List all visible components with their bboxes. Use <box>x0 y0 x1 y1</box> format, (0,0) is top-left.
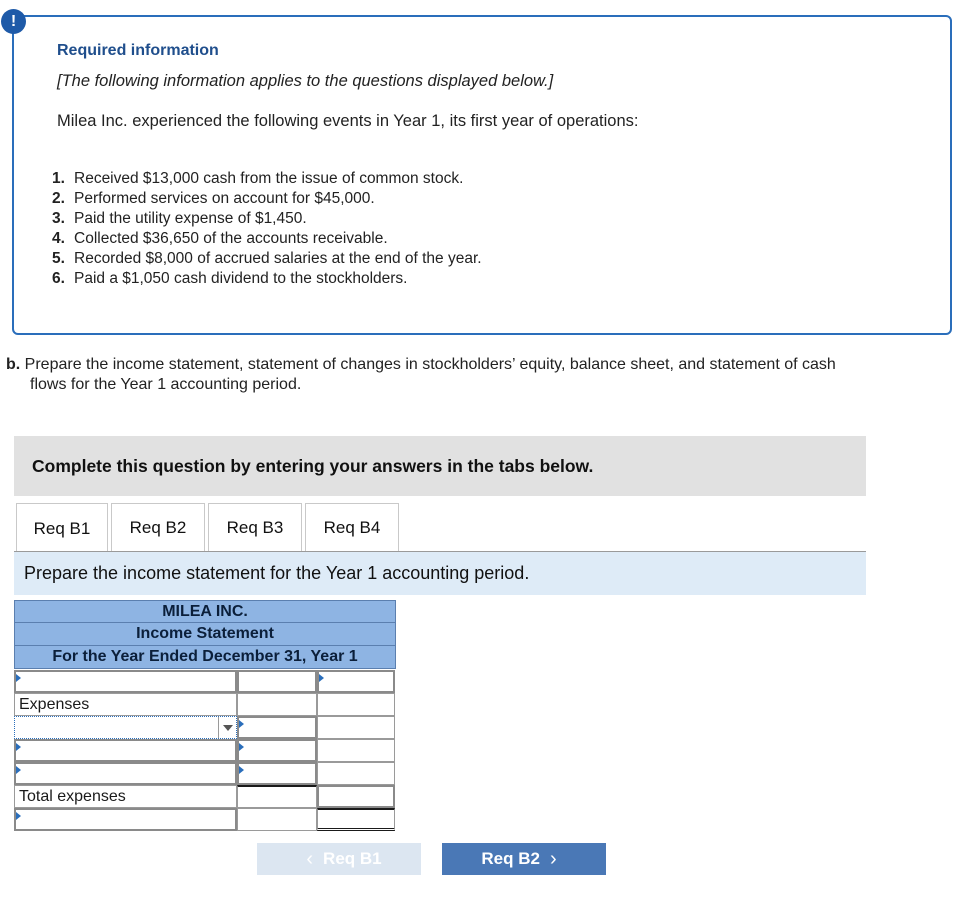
income-statement-header <box>14 600 396 669</box>
statement-name: Income Statement <box>14 623 396 646</box>
total-expenses-input[interactable] <box>317 785 395 808</box>
alert-icon: ! <box>1 9 26 34</box>
total-input[interactable] <box>317 670 395 693</box>
next-button[interactable]: Req B2 › <box>442 843 606 875</box>
empty-cell <box>237 808 317 831</box>
tab-req-b4[interactable]: Req B4 <box>305 503 399 552</box>
events-list <box>52 169 482 289</box>
amount-input[interactable] <box>237 716 317 739</box>
net-total-input[interactable] <box>317 808 395 831</box>
empty-cell <box>317 693 395 716</box>
chevron-right-icon: › <box>549 847 557 870</box>
info-intro: Milea Inc. experienced the following events in Year 1, its first year of operations: <box>57 112 639 130</box>
chevron-down-icon[interactable] <box>218 717 236 738</box>
chevron-left-icon: ‹ <box>306 847 314 870</box>
empty-cell <box>317 716 395 739</box>
info-title: Required information <box>57 42 219 59</box>
expenses-label: Expenses <box>14 693 237 716</box>
list-item: 3. Paid the utility expense of $1,450. <box>52 210 307 227</box>
amount-input[interactable] <box>237 739 317 762</box>
total-expenses-label: Total expenses <box>14 785 237 808</box>
empty-cell <box>317 762 395 785</box>
tab-req-b2[interactable]: Req B2 <box>111 503 205 552</box>
company-name: MILEA INC. <box>14 600 396 623</box>
amount-input[interactable] <box>237 670 317 693</box>
line-item-input[interactable] <box>14 808 237 831</box>
line-item-input[interactable] <box>14 670 237 693</box>
instructions-banner: Complete this question by entering your answers in the tabs below. <box>14 436 866 496</box>
empty-cell <box>237 693 317 716</box>
line-item-input[interactable] <box>14 739 237 762</box>
empty-cell <box>237 785 317 808</box>
prev-button[interactable]: ‹ Req B1 <box>257 843 421 875</box>
statement-period: For the Year Ended December 31, Year 1 <box>14 646 396 669</box>
amount-input[interactable] <box>237 762 317 785</box>
empty-cell <box>317 739 395 762</box>
tab-bar <box>16 503 402 553</box>
tab-req-b1[interactable]: Req B1 <box>16 503 108 553</box>
list-item: 1. Received $13,000 cash from the issue of common stock. <box>52 170 464 187</box>
expense-select[interactable] <box>14 716 237 739</box>
list-item: 4. Collected $36,650 of the accounts receivable. <box>52 230 388 247</box>
line-item-input[interactable] <box>14 762 237 785</box>
list-item: 6. Paid a $1,050 cash dividend to the stockholders. <box>52 270 408 287</box>
tab-req-b3[interactable]: Req B3 <box>208 503 302 552</box>
tab-instruction: Prepare the income statement for the Year 1 accounting period. <box>14 552 866 595</box>
question-text: b. Prepare the income statement, statement of changes in stockholders’ equity, balance sheet, and statement of cash flows for the Year 1 accounting period. <box>6 356 836 393</box>
list-item: 5. Recorded $8,000 of accrued salaries at the end of the year. <box>52 250 482 267</box>
required-info-panel <box>12 15 952 335</box>
list-item: 2. Performed services on account for $45,000. <box>52 190 375 207</box>
info-note: [The following information applies to the questions displayed below.] <box>57 72 554 90</box>
